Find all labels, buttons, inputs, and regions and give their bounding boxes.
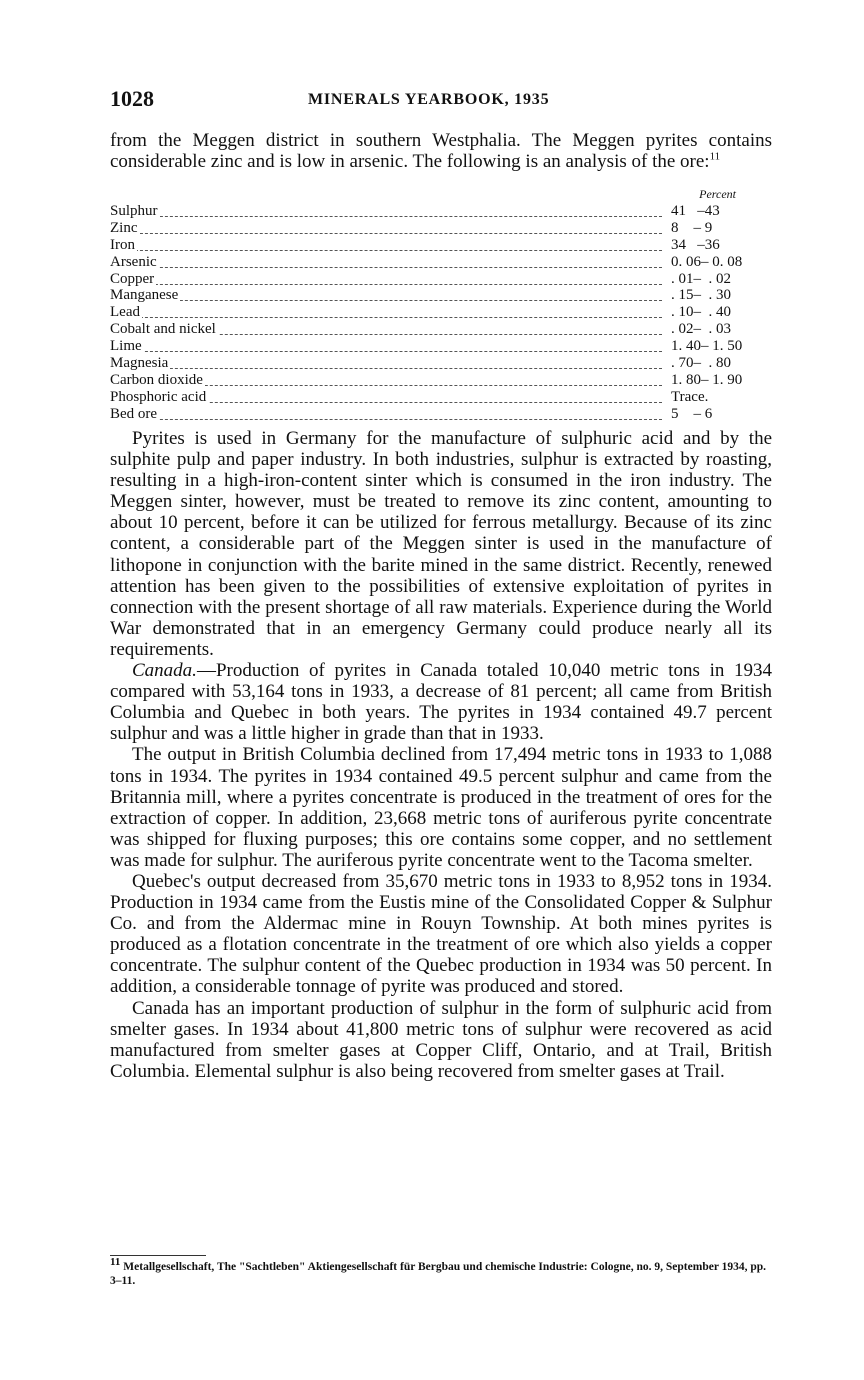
analysis-component: Lead	[110, 304, 140, 321]
running-title: MINERALS YEARBOOK, 1935	[308, 91, 550, 108]
percent-column-heading: Percent	[699, 187, 736, 201]
dot-leader	[110, 402, 662, 420]
paragraph-quebec: Quebec's output decreased from 35,670 metric tons in 1933 to 8,952 tons in 1934. Production in 1934 came from the Eustis mine of the Consolidated Copper & Sulphur Co. and from the Aldermac mine in Rouyn Township. At both mines pyrites is produced as a flotation concentrate in the treatment of ore which also yields a copper concentrate. The sulphur content of the Quebec production in 1934 was 50 percent. In addition, a considerable tonnage of pyrite was produced and stored.	[110, 870, 772, 998]
analysis-component: Bed ore	[110, 405, 158, 422]
analysis-value: 1. 40– 1. 50	[668, 338, 742, 355]
analysis-component: Zinc	[110, 219, 138, 236]
paragraph-germany-use: Pyrites is used in Germany for the manufacture of sulphuric acid and by the sulphite pulp and paper industry. In both industries, sulphur is extracted by roasting, resulting in a high-iron-content sinter which is consumed in the iron industry. The Meggen sinter, however, must be treated to remove its zinc content, amounting to about 10 percent, before it can be utilized for ferrous metallurgy. Because of its zinc content, a considerable part of the Meggen sinter is used in the manufacture of lithopone in conjunction with the barite mined in the same district. Recently, renewed attention has been given to the possibilities of extensive exploitation of pyrites in connection with the present shortage of all raw materials. Experience during the World War demonstrated that in an emergency Germany could produce nearly all its requirements.	[110, 428, 772, 660]
intro-text: from the Meggen district in southern Westphalia. The Meggen pyrites contains considerable zinc and is low in arsenic. The following is an analysis of the ore:	[110, 130, 772, 172]
dot-leader	[110, 267, 662, 285]
analysis-value: 1. 80– 1. 90	[668, 372, 742, 389]
analysis-value: 8 – 9	[668, 220, 712, 237]
analysis-value: 41 –43	[668, 203, 720, 220]
footnote	[110, 1256, 772, 1288]
analysis-rows	[110, 203, 774, 423]
analysis-component: Sulphur	[110, 203, 158, 219]
footnote-marker: 11	[110, 1256, 121, 1269]
analysis-component: Carbon dioxide	[110, 371, 203, 388]
main-text	[110, 428, 772, 1082]
analysis-component: Phosphoric acid	[110, 388, 207, 405]
analysis-row	[110, 406, 774, 423]
analysis-component: Arsenic	[110, 253, 157, 270]
dot-leader	[110, 233, 662, 251]
analysis-component: Cobalt and nickel	[110, 321, 216, 338]
intro-paragraph	[110, 130, 772, 172]
analysis-component: Manganese	[110, 287, 179, 304]
footnote-divider	[110, 1255, 206, 1256]
page-header	[110, 86, 774, 118]
analysis-value: 34 –36	[668, 237, 720, 254]
footnote-text: Metallgesellschaft, The "Sachtleben" Aktiengesellschaft für Bergbau und chemische Industrie: Cologne, no. 9, September 1934, pp. 3–11.	[110, 1261, 767, 1287]
analysis-component: Copper	[110, 270, 155, 287]
dot-leader	[110, 250, 662, 268]
page-number: 1028	[110, 86, 154, 111]
paragraph-canada-text: —Production of pyrites in Canada totaled 10,040 metric tons in 1934 compared with 53,164 tons in 1933, a decrease of 81 percent; all came from British Columbia and Quebec in both years. The pyrites in 1934 contained 49.7 percent sulphur and was a little higher in grade than that in 1933.	[110, 660, 772, 745]
analysis-value: . 15– . 30	[668, 287, 731, 304]
dot-leader	[110, 334, 662, 352]
dot-leader	[110, 283, 662, 301]
dot-leader	[110, 351, 662, 369]
dot-leader	[110, 300, 662, 318]
paragraph-british-columbia: The output in British Columbia declined from 17,494 metric tons in 1933 to 1,088 tons in 1934. The pyrites in 1934 contained 49.5 percent sulphur and came from the Britannia mill, where a pyrites concentrate is produced in the treatment of ores for the extraction of copper. In addition, 23,668 metric tons of auriferous pyrite concentrate was shipped for fluxing purposes; this ore contains some copper, and no settlement was made for sulphur. The auriferous pyrite concentrate went to the Tacoma smelter.	[110, 744, 772, 871]
analysis-value: 5 – 6	[668, 406, 712, 423]
analysis-component: Iron	[110, 236, 135, 253]
paragraph-canada	[110, 660, 772, 744]
analysis-component: Magnesia	[110, 355, 169, 372]
dot-leader	[110, 199, 662, 217]
analysis-value: . 01– . 02	[668, 271, 731, 288]
footnote-reference: 11	[709, 150, 721, 163]
analysis-value: . 10– . 40	[668, 304, 731, 321]
paragraph-smelter-gases: Canada has an important production of sulphur in the form of sulphuric acid from smelter gases. In 1934 about 41,800 metric tons of sulphur were recovered as acid manufactured from smelter gases at Copper Cliff, Ontario, and at Trail, British Columbia. Elemental sulphur is also being recovered from smelter gases at Trail.	[110, 997, 772, 1082]
analysis-value: Trace.	[668, 389, 708, 406]
analysis-value: . 70– . 80	[668, 355, 731, 372]
analysis-value: 0. 06– 0. 08	[668, 254, 742, 271]
analysis-component: Lime	[110, 338, 142, 355]
dot-leader	[110, 216, 662, 234]
section-label-canada: Canada.	[132, 660, 197, 682]
analysis-value: . 02– . 03	[668, 321, 731, 338]
